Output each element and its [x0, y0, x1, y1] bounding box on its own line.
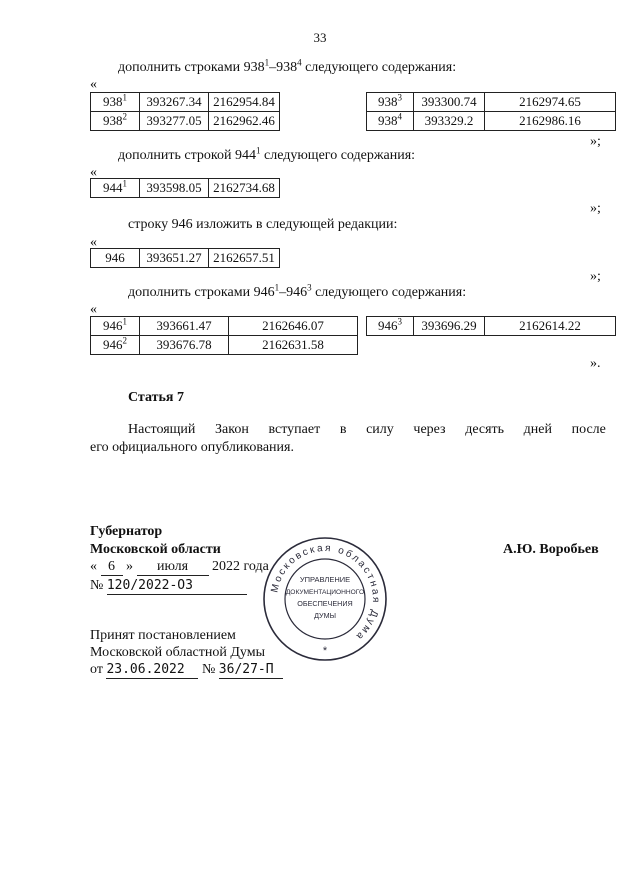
coord-y-cell: 2162734.68 — [209, 179, 280, 198]
row-number: 946 — [103, 318, 123, 333]
quote-close: »; — [590, 201, 601, 216]
row-number: 938 — [103, 113, 123, 128]
row-number-cell — [367, 112, 414, 131]
row-number: 938 — [378, 113, 398, 128]
article-word: в — [339, 422, 347, 437]
quote-close-final: ». — [590, 356, 601, 371]
section2-heading — [118, 145, 416, 164]
coord-x-cell: 393267.34 — [140, 93, 209, 112]
article-word: вступает — [268, 422, 321, 437]
article-title: Статья 7 — [128, 390, 184, 405]
row-number-sup: 2 — [122, 335, 127, 346]
section1-text-before: дополнить строками 938 — [118, 60, 265, 75]
date-quote-close: » — [126, 559, 133, 574]
article-word: силу — [366, 422, 394, 437]
signature-date — [90, 559, 269, 576]
date-quote-open: « — [90, 559, 97, 574]
coord-y-cell: 2162614.22 — [485, 317, 616, 336]
table-row — [91, 336, 358, 355]
stamp-center-line4: ДУМЫ — [314, 611, 336, 620]
stamp-star: * — [322, 645, 328, 657]
quote-close: »; — [590, 269, 601, 284]
section4-dash: –946 — [279, 285, 308, 300]
coord-y-cell: 2162986.16 — [485, 112, 616, 131]
coord-y-cell: 2162974.65 — [485, 93, 616, 112]
row-number-cell — [91, 336, 140, 355]
row-number-cell — [91, 179, 140, 198]
adoption-date: 23.06.2022 — [106, 662, 198, 679]
section1-dash: –938 — [269, 60, 298, 75]
coord-x-cell: 393598.05 — [140, 179, 209, 198]
quote-open: « — [90, 77, 97, 92]
date-year: 2022 года — [212, 559, 269, 574]
governor-title-line1: Губернатор — [90, 524, 163, 539]
article-word: дней — [523, 422, 552, 437]
adoption-number-label: № — [201, 662, 216, 677]
adoption-number: 36/27-П — [219, 662, 283, 679]
row-number: 938 — [103, 94, 123, 109]
coord-y-cell: 2162646.07 — [229, 317, 358, 336]
row-number-cell: 946 — [91, 249, 140, 268]
section1-left-table — [90, 92, 280, 131]
table-row — [367, 317, 616, 336]
coord-x-cell: 393651.27 — [140, 249, 209, 268]
section1-text-after: следующего содержания: — [301, 60, 457, 75]
row-number: 944 — [103, 180, 123, 195]
stamp-center-line1: УПРАВЛЕНИЕ — [299, 575, 351, 584]
article-word: Закон — [215, 422, 249, 437]
section2-text-before: дополнить строкой 944 — [118, 148, 256, 163]
section2-text-after: следующего содержания: — [260, 148, 416, 163]
section1-heading — [118, 57, 457, 76]
article-word: после — [571, 422, 606, 437]
article-line1 — [128, 422, 606, 438]
adoption-from-label: от — [90, 662, 103, 677]
row-number: 938 — [378, 94, 398, 109]
law-number-label: № — [90, 578, 104, 593]
page-number: 33 — [313, 30, 327, 45]
table-row — [91, 179, 280, 198]
coord-y-cell: 2162954.84 — [209, 93, 280, 112]
table-row — [91, 249, 280, 268]
row-number: 946 — [103, 337, 123, 352]
table-row — [91, 317, 358, 336]
article-word: через — [413, 422, 446, 437]
adoption-line2: Московской областной Думы — [90, 645, 265, 660]
row-number-sup: 2 — [122, 111, 127, 122]
section1-sup-a: 1 — [264, 57, 270, 68]
law-number-line — [90, 578, 247, 595]
quote-open: « — [90, 235, 97, 250]
section1-right-table — [366, 92, 616, 131]
section4-text-before: дополнить строками 946 — [128, 285, 275, 300]
quote-close: »; — [590, 134, 601, 149]
section1-sup-b: 4 — [297, 57, 302, 68]
coord-y-cell: 2162962.46 — [209, 112, 280, 131]
coord-x-cell: 393661.47 — [140, 317, 229, 336]
section2-table — [90, 178, 280, 198]
section4-left-table — [90, 316, 358, 355]
adoption-line3 — [90, 662, 283, 679]
section4-right-table — [366, 316, 616, 336]
section4-sup-b: 3 — [307, 282, 312, 293]
date-month: июля — [137, 559, 209, 576]
row-number-cell — [367, 93, 414, 112]
quote-open: « — [90, 165, 97, 180]
row-number-sup: 1 — [122, 178, 127, 189]
governor-name: А.Ю. Воробьев — [503, 542, 599, 557]
coord-x-cell: 393676.78 — [140, 336, 229, 355]
row-number-sup: 3 — [397, 92, 402, 103]
row-number-sup: 1 — [122, 316, 127, 327]
table-row — [91, 112, 280, 131]
section4-text-after: следующего содержания: — [311, 285, 467, 300]
stamp-center-line3: ОБЕСПЕЧЕНИЯ — [297, 599, 353, 608]
row-number-cell — [91, 317, 140, 336]
coord-x-cell: 393300.74 — [414, 93, 485, 112]
table-row — [91, 93, 280, 112]
row-number-sup: 3 — [397, 316, 402, 327]
coord-y-cell: 2162631.58 — [229, 336, 358, 355]
date-day: 6 — [101, 559, 123, 576]
section4-heading — [128, 282, 467, 301]
section4-sup-a: 1 — [274, 282, 280, 293]
duma-stamp — [262, 536, 388, 662]
row-number-cell — [91, 93, 140, 112]
governor-title-line2: Московской области — [90, 542, 221, 557]
law-number: 120/2022-ОЗ — [107, 578, 247, 595]
coord-x-cell: 393696.29 — [414, 317, 485, 336]
row-number-cell — [367, 317, 414, 336]
row-number: 946 — [378, 318, 398, 333]
table-row — [367, 112, 616, 131]
section3-heading: строку 946 изложить в следующей редакции: — [128, 217, 398, 232]
stamp-ring-text: Московская областная Дума — [269, 542, 382, 643]
quote-open: « — [90, 302, 97, 317]
coord-x-cell: 393277.05 — [140, 112, 209, 131]
row-number-sup: 4 — [397, 111, 402, 122]
section2-sup: 1 — [256, 145, 261, 156]
article-line2: его официального опубликования. — [90, 440, 294, 455]
row-number-cell — [91, 112, 140, 131]
article-word: десять — [465, 422, 505, 437]
section3-table — [90, 248, 280, 268]
stamp-center-line2: ДОКУМЕНТАЦИОННОГО — [285, 589, 365, 596]
article-word: Настоящий — [128, 422, 196, 437]
coord-x-cell: 393329.2 — [414, 112, 485, 131]
coord-y-cell: 2162657.51 — [209, 249, 280, 268]
table-row — [367, 93, 616, 112]
adoption-line1: Принят постановлением — [90, 628, 236, 643]
row-number-sup: 1 — [122, 92, 127, 103]
